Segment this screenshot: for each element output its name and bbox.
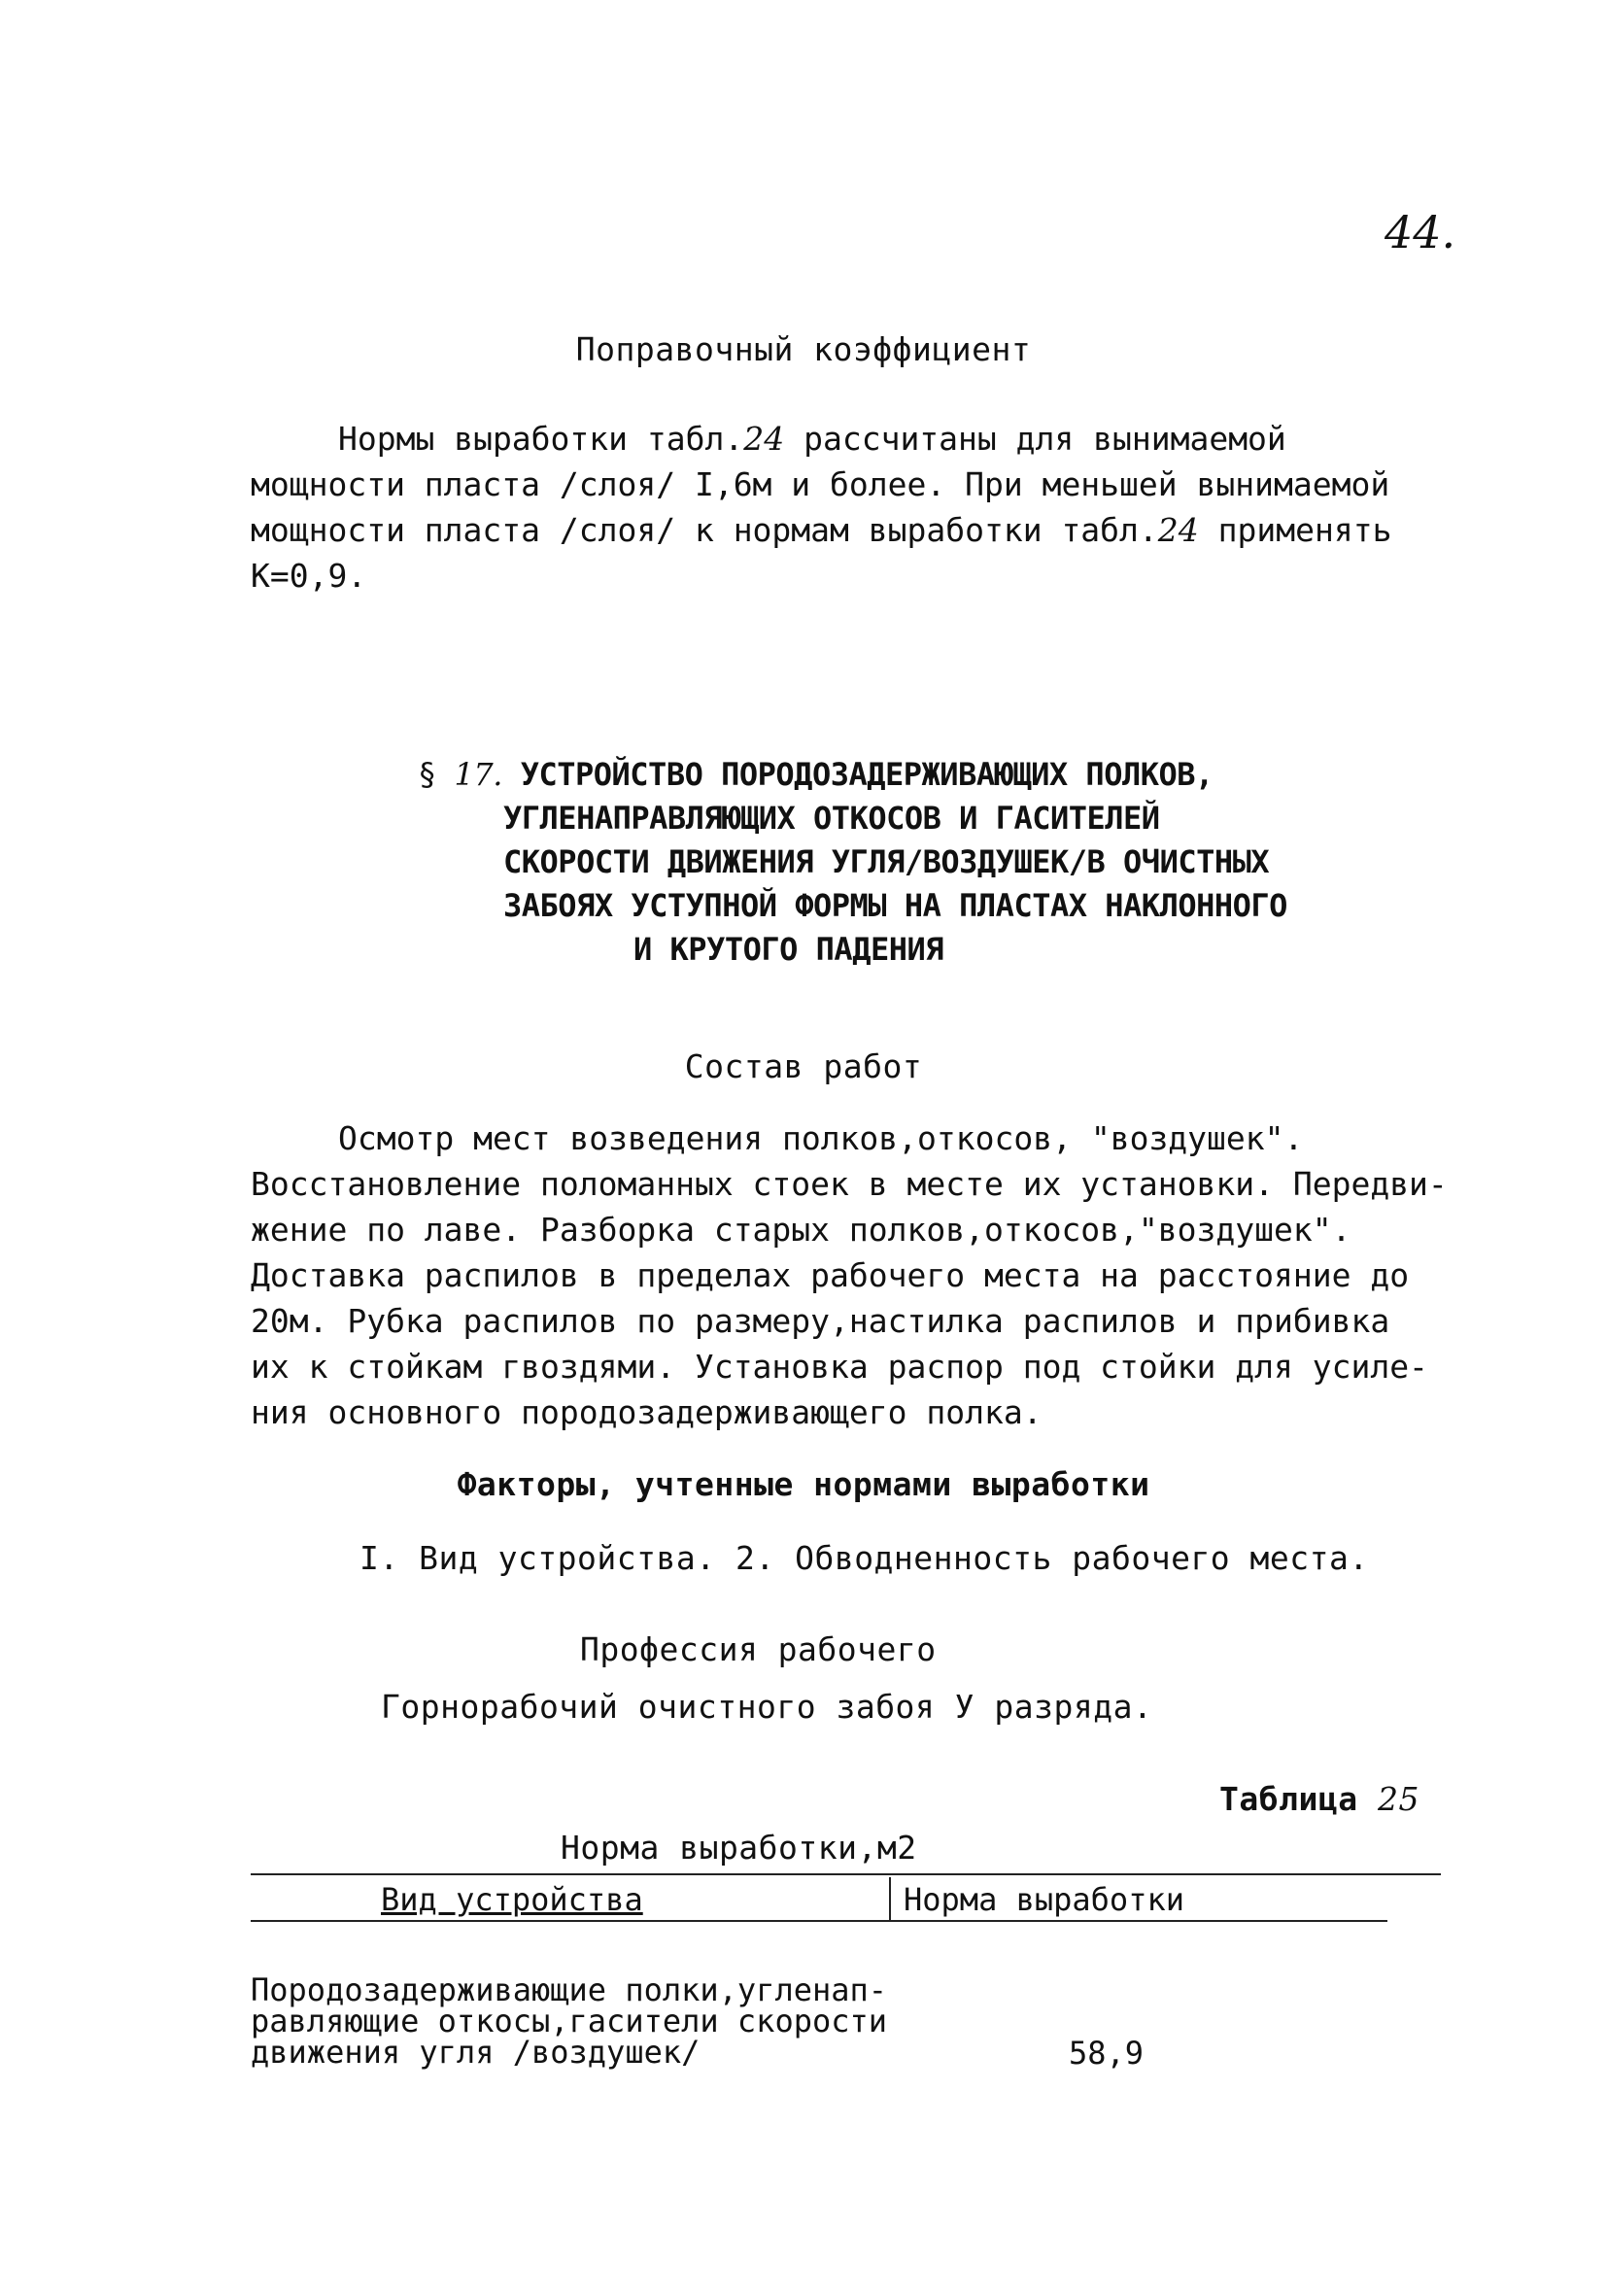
correction-line-1: Нормы выработки табл.24 рассчитаны для вынимаемой — [338, 420, 1286, 458]
work-line-1: Осмотр мест возведения полков,откосов, "воздушек". — [338, 1119, 1304, 1157]
work-paragraph — [251, 1115, 1448, 1435]
section-heading-line-5: И КРУТОГО ПАДЕНИЯ — [633, 931, 944, 968]
table-row — [251, 1971, 888, 2071]
correction-line-4: К=0,9. — [251, 557, 367, 595]
table-row-value: 58,9 — [1069, 2035, 1145, 2072]
section-heading-line-4: ЗАБОЯХ УСТУПНОЙ ФОРМЫ НА ПЛАСТАХ НАКЛОННОГО — [503, 887, 1287, 924]
correction-paragraph — [251, 416, 1391, 599]
work-line-5: 20м. Рубка распилов по размеру,настилка распилов и прибивка — [251, 1302, 1390, 1340]
section-heading-line-3: СКОРОСТИ ДВИЖЕНИЯ УГЛЯ/ВОЗДУШЕК/В ОЧИСТНЫХ — [503, 843, 1270, 880]
table-column-divider — [889, 1877, 891, 1921]
table-row-line-2: равляющие откосы,гасители скорости — [251, 2003, 888, 2039]
correction-title: Поправочный коэффициент — [575, 330, 1032, 368]
factors-title: Факторы, учтенные нормами выработки — [457, 1465, 1150, 1503]
profession-title: Профессия рабочего — [580, 1630, 937, 1668]
table-top-rule — [251, 1873, 1441, 1875]
page-number: 44. — [1385, 206, 1456, 258]
work-line-2: Восстановление поломанных стоек в месте их установки. Передви- — [251, 1165, 1448, 1203]
section-heading-line-1: § 17. УСТРОЙСТВО ПОРОДОЗАДЕРЖИВАЮЩИХ ПОЛКОВ, — [418, 756, 1214, 793]
section-sign: § — [418, 756, 436, 793]
work-line-3: жение по лаве. Разборка старых полков,откосов,"воздушек". — [251, 1211, 1351, 1249]
work-line-7: ния основного породозадерживающего полка. — [251, 1393, 1043, 1431]
section-number: 17. — [454, 756, 502, 793]
section-heading — [418, 753, 1287, 972]
section-heading-line-2: УГЛЕНАПРАВЛЯЮЩИХ ОТКОСОВ И ГАСИТЕЛЕЙ — [503, 800, 1160, 837]
profession-text: Горнорабочий очистного забоя У разряда. — [381, 1688, 1153, 1726]
table-header-rule — [251, 1920, 1387, 1922]
correction-line-3: мощности пласта /слоя/ к нормам выработки табл.24 применять — [251, 511, 1392, 549]
table-header-norm: Норма выработки — [904, 1881, 1184, 1918]
work-line-6: их к стойкам гвоздями. Установка распор под стойки для усиле- — [251, 1348, 1428, 1386]
factors-text: I. Вид устройства. 2. Обводненность рабочего места. — [359, 1539, 1369, 1577]
table-row-line-3: движения угля /воздушек/ — [251, 2034, 701, 2071]
table-row-line-1: Породозадерживающие полки,угленап- — [251, 1971, 888, 2008]
work-title: Состав работ — [684, 1047, 923, 1085]
table-label: Таблица 25 — [1219, 1780, 1419, 1818]
table-caption: Норма выработки,м2 — [561, 1829, 917, 1867]
table-header-device: Вид устройства — [381, 1881, 643, 1918]
correction-line-2: мощности пласта /слоя/ I,6м и более. При меньшей вынимаемой — [251, 465, 1390, 503]
table-number: 25 — [1377, 1780, 1419, 1818]
work-line-4: Доставка распилов в пределах рабочего места на расстояние до — [251, 1256, 1410, 1294]
